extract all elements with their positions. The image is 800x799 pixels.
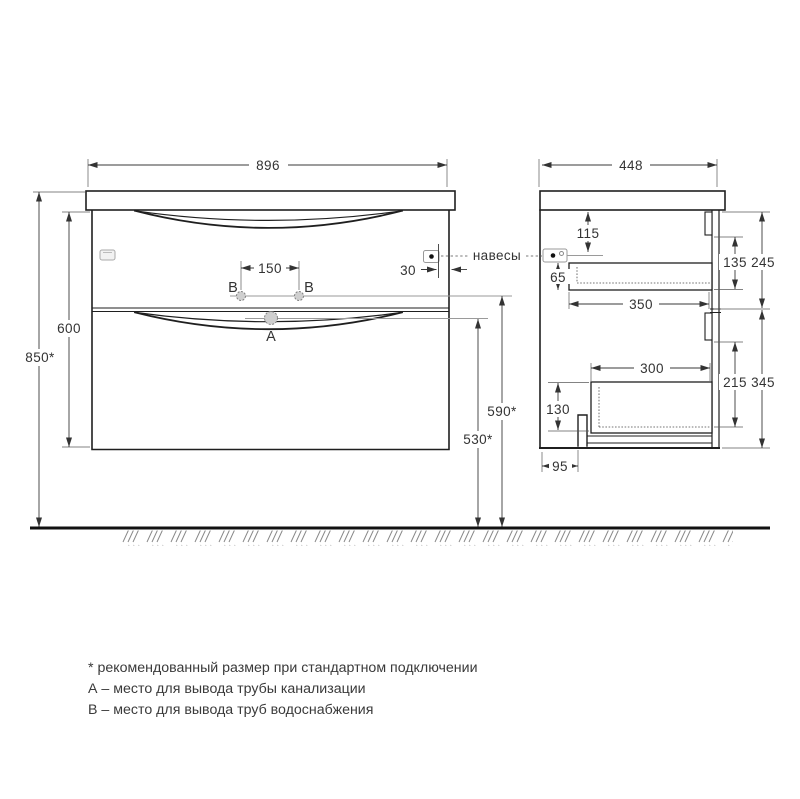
label-b-left: B bbox=[228, 280, 238, 296]
svg-text:135: 135 bbox=[723, 255, 747, 270]
svg-text:850*: 850* bbox=[25, 350, 55, 365]
side-hanger-screw bbox=[560, 252, 564, 256]
ground-hatching bbox=[117, 531, 733, 546]
svg-text:95: 95 bbox=[552, 459, 568, 474]
side-view bbox=[441, 156, 780, 527]
svg-text:65: 65 bbox=[550, 270, 566, 285]
svg-text:130: 130 bbox=[546, 402, 570, 417]
dim-drain-height-530 bbox=[458, 319, 499, 527]
dim-drawer1-depth-350 bbox=[569, 292, 709, 312]
notes bbox=[88, 660, 478, 718]
hangers-label: навесы bbox=[472, 248, 522, 263]
dim-depth-448 bbox=[539, 156, 717, 187]
svg-text:30: 30 bbox=[400, 263, 416, 278]
front-drawer1-curve-lower bbox=[135, 211, 402, 228]
hangers-callout bbox=[441, 247, 542, 263]
dim-upper-rail-135-245 bbox=[714, 212, 780, 309]
hole-b-left bbox=[237, 292, 246, 301]
front-countertop bbox=[86, 191, 455, 210]
left-hanger-clip-icon bbox=[100, 250, 115, 260]
svg-text:245: 245 bbox=[751, 255, 775, 270]
dim-drawer2-depth-300 bbox=[591, 360, 710, 381]
side-drawer2-box bbox=[591, 382, 712, 433]
side-facade2-curve-profile bbox=[705, 313, 712, 340]
svg-text:300: 300 bbox=[640, 361, 664, 376]
dim-supply-height-590 bbox=[482, 296, 523, 527]
dim-total-height-850 bbox=[20, 192, 85, 527]
side-hanger-dot bbox=[551, 253, 556, 258]
dim-hanger-from-top-115 bbox=[573, 212, 603, 252]
svg-text:150: 150 bbox=[258, 261, 282, 276]
svg-text:345: 345 bbox=[751, 375, 775, 390]
label-a: A bbox=[266, 329, 276, 345]
side-bottom-recess-bracket bbox=[578, 415, 587, 446]
label-b-right: B bbox=[304, 280, 314, 296]
note-a: А – место для вывода трубы канализации bbox=[88, 681, 366, 697]
svg-text:896: 896 bbox=[256, 158, 280, 173]
dim-hanger-offset-30 bbox=[396, 262, 467, 278]
svg-text:530*: 530* bbox=[463, 432, 493, 447]
note-b: В – место для вывода труб водоснабжения bbox=[88, 702, 374, 718]
front-view bbox=[20, 156, 512, 527]
dim-width-896 bbox=[88, 156, 447, 187]
svg-text:215: 215 bbox=[723, 375, 747, 390]
svg-text:350: 350 bbox=[629, 297, 653, 312]
side-drawer1-box bbox=[569, 263, 712, 290]
side-facade1-curve-profile bbox=[705, 212, 712, 235]
svg-text:115: 115 bbox=[576, 226, 600, 241]
note-asterisk: * рекомендованный размер при стандартном подключении bbox=[88, 660, 478, 676]
dim-hanger-to-drawer-65 bbox=[546, 263, 570, 290]
hole-a bbox=[265, 312, 278, 325]
dim-cabinet-height-600 bbox=[51, 212, 90, 447]
right-hanger-dot bbox=[429, 254, 434, 259]
ground bbox=[30, 528, 770, 546]
dim-back-clearance-95 bbox=[542, 450, 578, 474]
dim-holes-spacing-150 bbox=[241, 260, 299, 290]
dim-drawer2-height-130 bbox=[542, 383, 589, 432]
side-countertop bbox=[540, 191, 725, 210]
svg-text:590*: 590* bbox=[487, 404, 517, 419]
dim-lower-rail-215-345 bbox=[714, 310, 780, 448]
svg-text:448: 448 bbox=[619, 158, 643, 173]
hole-b-right bbox=[295, 292, 304, 301]
svg-text:600: 600 bbox=[57, 321, 81, 336]
